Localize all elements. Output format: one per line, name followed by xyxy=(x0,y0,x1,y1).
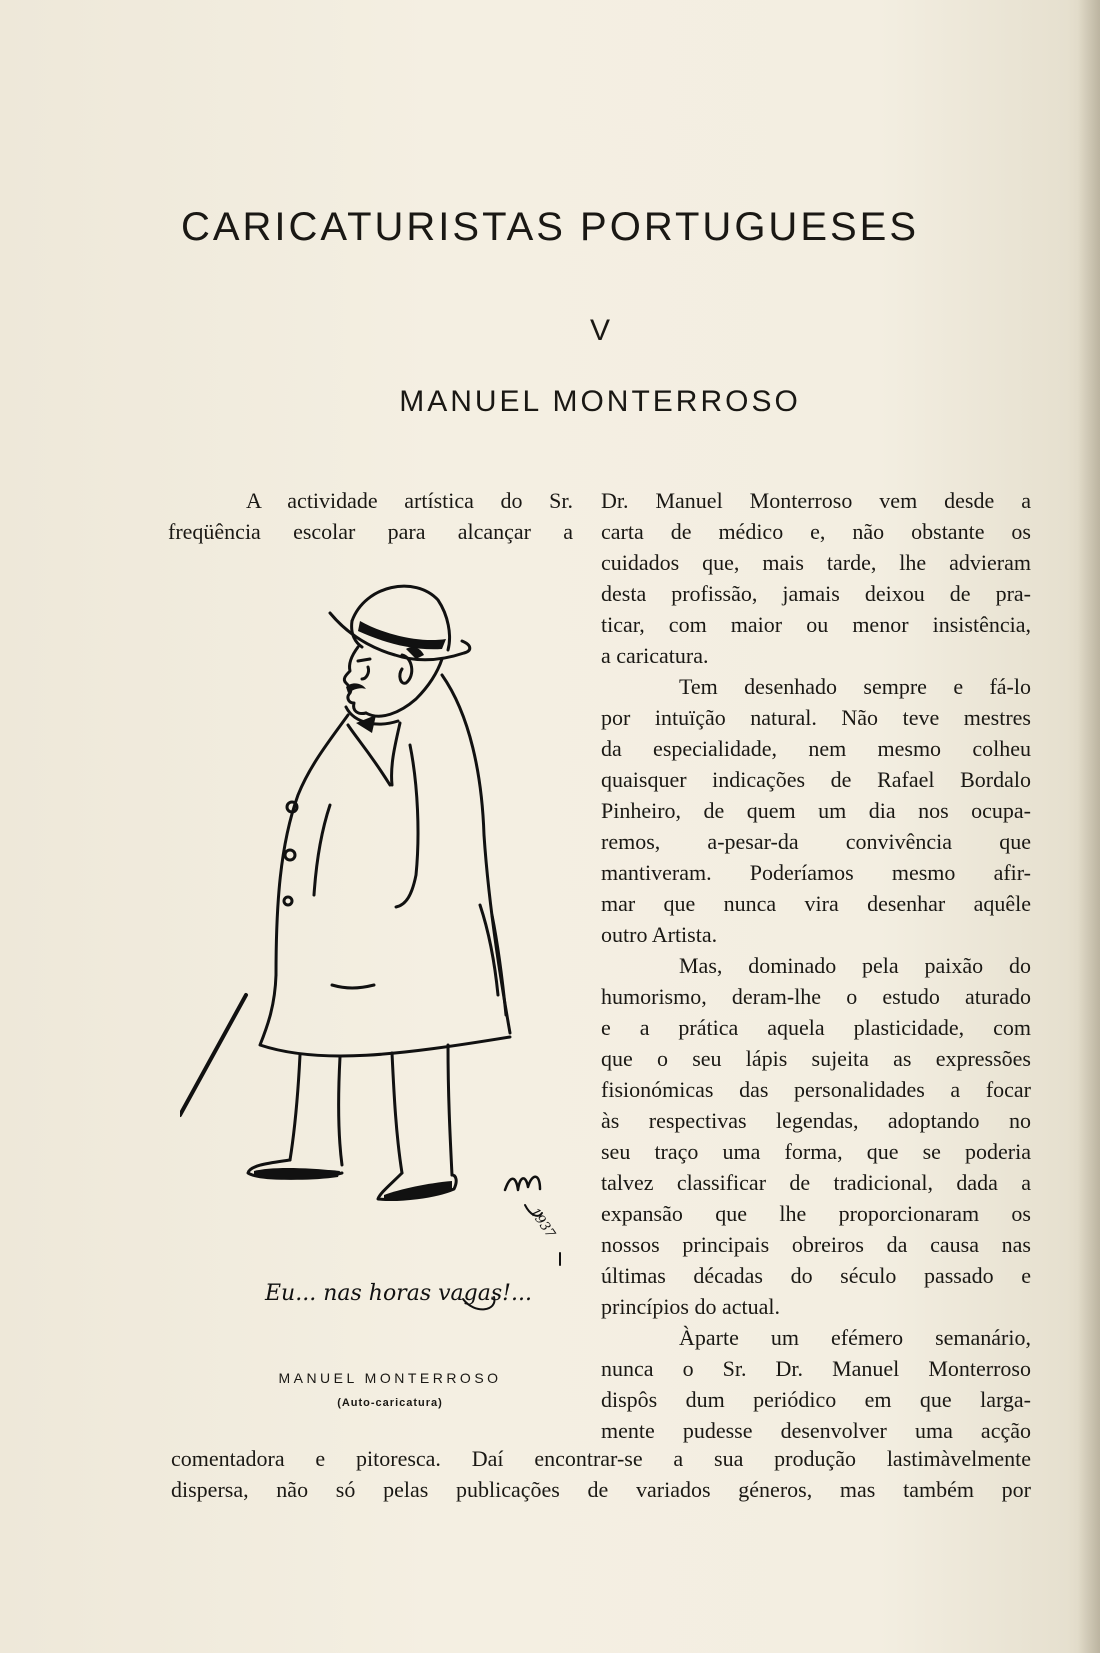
handwritten-caption: Eu... nas horas vagas!... xyxy=(265,1281,532,1306)
illustration-year: 1937 xyxy=(526,1205,558,1242)
column-line: expansão que lhe proporcionaram os xyxy=(601,1201,1031,1226)
column-line: talvez classificar de tradicional, dada a xyxy=(601,1170,1031,1195)
column-line: últimas décadas do século passado e xyxy=(601,1263,1031,1288)
column-line: desta profissão, jamais deixou de pra- xyxy=(601,581,1031,606)
column-line: fisionómicas das personalidades a focar xyxy=(601,1077,1031,1102)
column-line: às respectivas legendas, adoptando no xyxy=(601,1108,1031,1133)
column-line: Mas, dominado pela paixão do xyxy=(679,953,1031,978)
column-line: Dr. Manuel Monterroso vem desde a xyxy=(601,488,1031,513)
intro-left-text xyxy=(168,485,573,547)
column-line: seu traço uma forma, que se poderia xyxy=(601,1139,1031,1164)
column-line: carta de médico e, não obstante os xyxy=(601,519,1031,544)
column-line: quaisquer indicações de Rafael Bordalo xyxy=(601,767,1031,792)
column-line: mente pudesse desenvolver uma acção xyxy=(601,1418,1031,1443)
chapter-number: V xyxy=(589,314,610,347)
full-line: dispersa, não só pelas publicações de variados géneros, mas também por xyxy=(171,1477,1031,1502)
column-line: ticar, com maior ou menor insistência, xyxy=(601,612,1031,637)
column-line: nossos principais obreiros da causa nas xyxy=(601,1232,1031,1257)
figure-caption: MANUEL MONTERROSO xyxy=(278,1370,502,1386)
subject-heading: MANUEL MONTERROSO xyxy=(399,385,801,418)
column-line: mantiveram. Poderíamos mesmo afir- xyxy=(601,860,1031,885)
column-line: outro Artista. xyxy=(601,922,718,947)
column-line: dispôs dum periódico em que larga- xyxy=(601,1387,1031,1412)
intro-line-1: A actividade artística do Sr. xyxy=(246,488,573,513)
column-line: por intuïção natural. Não teve mestres xyxy=(601,705,1031,730)
column-line: cuidados que, mais tarde, lhe advieram xyxy=(601,550,1031,575)
column-line: mar que nunca vira desenhar aquêle xyxy=(601,891,1031,916)
full-line: comentadora e pitoresca. Daí encontrar-se a sua produção lastimàvelmente xyxy=(171,1446,1031,1471)
full-width-text xyxy=(171,1443,1031,1505)
column-line: Tem desenhado sempre e fá-lo xyxy=(679,674,1031,699)
column-line: da especialidade, nem mesmo colheu xyxy=(601,736,1031,761)
right-column-text xyxy=(601,485,1031,1446)
self-caricature-illustration xyxy=(180,575,590,1345)
column-line: Pinheiro, de quem um dia nos ocupa- xyxy=(601,798,1031,823)
column-line: princípios do actual. xyxy=(601,1294,781,1319)
article-title: CARICATURISTAS PORTUGUESES xyxy=(180,205,920,249)
column-line: humorismo, deram-lhe o estudo aturado xyxy=(601,984,1031,1009)
figure-subcaption: (Auto-caricatura) xyxy=(337,1397,443,1409)
column-line: nunca o Sr. Dr. Manuel Monterroso xyxy=(601,1356,1031,1381)
column-line: e a prática aquela plasticidade, com xyxy=(601,1015,1031,1040)
column-line: remos, a-pesar-da convivência que xyxy=(601,829,1031,854)
column-line: que o seu lápis sujeita as expressões xyxy=(601,1046,1031,1071)
column-line: a caricatura. xyxy=(601,643,709,668)
column-line: Àparte um efémero semanário, xyxy=(679,1325,1031,1350)
intro-line-2: freqüência escolar para alcançar a xyxy=(168,519,573,544)
